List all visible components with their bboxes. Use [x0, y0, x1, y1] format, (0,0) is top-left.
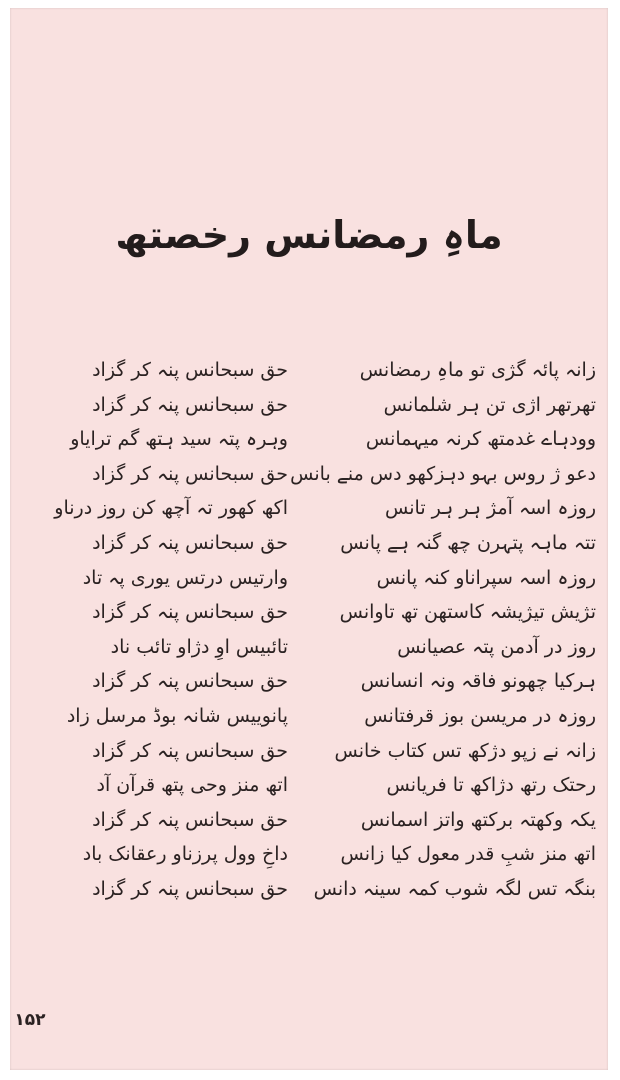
poem-line: روزہ در مریسن بوز قرفتانس	[364, 704, 596, 727]
poem-line: زانہ پائہ گژی تو ماہِ رمضانس	[359, 359, 596, 381]
poem-line: بنگہ تس لگہ شوب کمہ سینہ دانس	[313, 877, 596, 900]
poem-refrain-line: حق سبحانس پنہ کر گزاد	[92, 739, 288, 762]
poem-refrain-line: حق سبحانس پنہ کر گزاد	[92, 359, 288, 381]
poem-refrain-line: اکھ کھور تہ آچھ کن روز درناو	[54, 497, 288, 520]
poem-refrain-line: حق سبحانس پنہ کر گزاد	[92, 601, 288, 624]
poem-line: دعو ژ روس بہو دہزکھو دس منے بانس	[290, 462, 596, 485]
page-number: ۱۵۲	[14, 1010, 46, 1030]
poem-line: تژیش تیژیشہ کاستھن تھ تاوانس	[339, 601, 596, 624]
poem-line: روزہ اسہ آمژ ہر ہر تانس	[385, 497, 596, 520]
poem-refrain-line: حق سبحانس پنہ کر گزاد	[92, 670, 288, 693]
poem-refrain-line: حق سبحانس پنہ کر گزاد	[92, 877, 288, 900]
poem-refrain-line: پانوییس شانہ بوڈ مرسل زاد	[66, 704, 288, 727]
poem-line: تتہ ماہہ پتہرن چھ گنہ ہے پانس	[340, 531, 596, 554]
poem-line: یکہ وکھتہ برکتھ واتز اسمانس	[360, 808, 596, 831]
poem-line: ہرکیا چھونو فاقہ ونہ انسانس	[360, 670, 596, 693]
poem-refrain-line: حق سبحانس پنہ کر گزاد	[92, 531, 288, 554]
poem-refrain-line: اتھ منز وحی پتھ قرآن آد	[96, 774, 288, 797]
poem-line: روزہ اسہ سپراناو کنہ پانس	[376, 566, 596, 589]
poem-refrain-line: وارتیس درتس یوری پہ تاد	[82, 566, 288, 589]
poem-refrain-line: حق سبحانس پنہ کر گزاد	[92, 393, 288, 416]
poem-refrain-line: تائبیس اوِ دژاو تائب ناد	[110, 635, 288, 658]
poem-title: ماہِ رمضانس رخصتھ	[115, 213, 503, 257]
poem-line: وودہاے غدمتھ کرنہ میہمانس	[365, 428, 596, 451]
poem-refrain-line: داخِ وول پرزناو رعقانک باد	[82, 843, 288, 866]
poem-line: اتھ منز شبِ قدر معول کیا زانس	[340, 843, 596, 866]
poem-line: روز در آدمن پتہ عصیانس	[397, 635, 596, 658]
poem-refrain-line: حق سبحانس پنہ کر گزاد	[92, 462, 288, 485]
poem-line: زانہ نے زپو دژکھ تس کتاب خانس	[334, 739, 596, 762]
poem-line: رحتک رتھ دژاکھ تا فریانس	[386, 774, 596, 797]
book-page	[10, 8, 608, 1070]
poem-left-column	[20, 353, 288, 907]
poem-refrain-line: وہرہ پتہ سید ہتھ گم ترایاو	[70, 428, 288, 451]
poem-right-column	[290, 353, 596, 907]
poem-line: تھرتھر اژی تن ہر شلمانس	[383, 393, 596, 416]
poem-refrain-line: حق سبحانس پنہ کر گزاد	[92, 808, 288, 831]
